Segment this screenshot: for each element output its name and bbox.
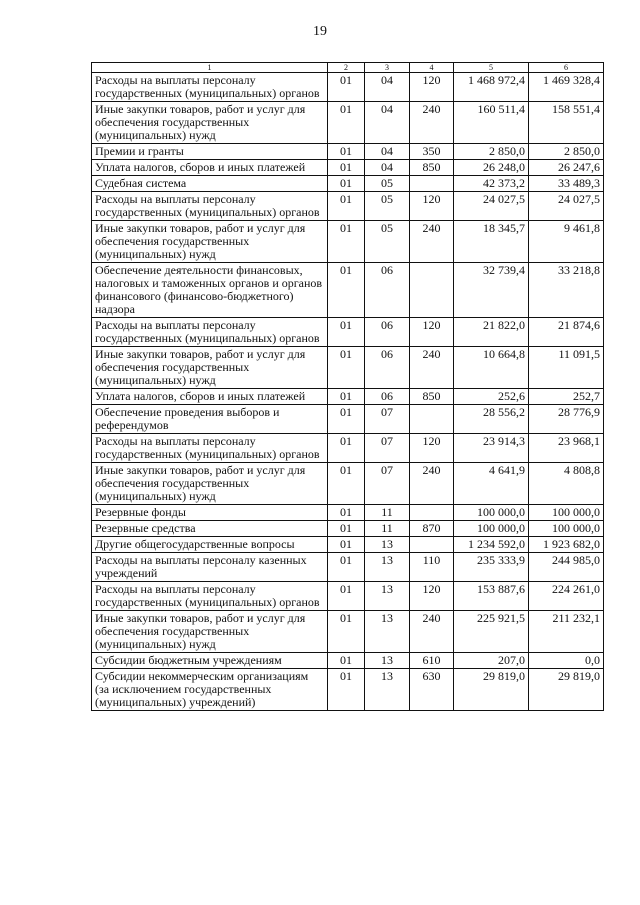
expense-type-code-cell (410, 537, 454, 553)
amount-year1-cell: 1 468 972,4 (454, 73, 529, 102)
amount-year1-cell: 10 664,8 (454, 347, 529, 389)
expense-name-cell: Иные закупки товаров, работ и услуг для обеспечения государственных (муниципальных) нужд (92, 463, 328, 505)
table-row (92, 582, 604, 611)
section-code-cell: 01 (328, 102, 365, 144)
amount-year1-cell: 2 850,0 (454, 144, 529, 160)
expense-type-code-cell: 240 (410, 221, 454, 263)
expense-type-code-cell: 850 (410, 389, 454, 405)
expense-name-cell: Расходы на выплаты персоналу государственных (муниципальных) органов (92, 318, 328, 347)
subsection-code-cell: 13 (365, 669, 410, 711)
subsection-code-cell: 05 (365, 221, 410, 263)
table-row (92, 347, 604, 389)
table-row (92, 505, 604, 521)
table-row (92, 653, 604, 669)
amount-year1-cell: 28 556,2 (454, 405, 529, 434)
amount-year2-cell: 224 261,0 (529, 582, 604, 611)
amount-year1-cell: 235 333,9 (454, 553, 529, 582)
amount-year1-cell: 26 248,0 (454, 160, 529, 176)
amount-year1-cell: 100 000,0 (454, 521, 529, 537)
section-code-cell: 01 (328, 192, 365, 221)
amount-year1-cell: 32 739,4 (454, 263, 529, 318)
expense-name-cell: Судебная система (92, 176, 328, 192)
column-number-header: 2 (328, 63, 365, 73)
amount-year1-cell: 42 373,2 (454, 176, 529, 192)
amount-year2-cell: 26 247,6 (529, 160, 604, 176)
amount-year1-cell: 225 921,5 (454, 611, 529, 653)
amount-year1-cell: 29 819,0 (454, 669, 529, 711)
table-row (92, 434, 604, 463)
amount-year2-cell: 28 776,9 (529, 405, 604, 434)
section-code-cell: 01 (328, 582, 365, 611)
expense-type-code-cell (410, 405, 454, 434)
subsection-code-cell: 06 (365, 318, 410, 347)
column-number-header: 5 (454, 63, 529, 73)
subsection-code-cell: 13 (365, 653, 410, 669)
expense-type-code-cell (410, 505, 454, 521)
section-code-cell: 01 (328, 318, 365, 347)
expense-name-cell: Расходы на выплаты персоналу государственных (муниципальных) органов (92, 582, 328, 611)
amount-year2-cell: 24 027,5 (529, 192, 604, 221)
expense-type-code-cell: 240 (410, 611, 454, 653)
table-row (92, 389, 604, 405)
amount-year1-cell: 21 822,0 (454, 318, 529, 347)
amount-year2-cell: 1 923 682,0 (529, 537, 604, 553)
section-code-cell: 01 (328, 505, 365, 521)
amount-year1-cell: 100 000,0 (454, 505, 529, 521)
table-row (92, 669, 604, 711)
subsection-code-cell: 04 (365, 160, 410, 176)
amount-year2-cell: 100 000,0 (529, 521, 604, 537)
subsection-code-cell: 07 (365, 434, 410, 463)
expense-name-cell: Резервные фонды (92, 505, 328, 521)
amount-year1-cell: 153 887,6 (454, 582, 529, 611)
subsection-code-cell: 07 (365, 463, 410, 505)
section-code-cell: 01 (328, 521, 365, 537)
column-number-header: 6 (529, 63, 604, 73)
section-code-cell: 01 (328, 463, 365, 505)
expense-type-code-cell (410, 176, 454, 192)
table-row (92, 611, 604, 653)
amount-year1-cell: 252,6 (454, 389, 529, 405)
amount-year1-cell: 4 641,9 (454, 463, 529, 505)
section-code-cell: 01 (328, 405, 365, 434)
column-number-header: 3 (365, 63, 410, 73)
section-code-cell: 01 (328, 669, 365, 711)
subsection-code-cell: 13 (365, 611, 410, 653)
expense-name-cell: Иные закупки товаров, работ и услуг для обеспечения государственных (муниципальных) нужд (92, 347, 328, 389)
expense-name-cell: Расходы на выплаты персоналу государственных (муниципальных) органов (92, 73, 328, 102)
expense-name-cell: Субсидии некоммерческим организациям (за исключением государственных (муниципальных) учреждений) (92, 669, 328, 711)
table-row (92, 318, 604, 347)
subsection-code-cell: 06 (365, 263, 410, 318)
expense-type-code-cell: 350 (410, 144, 454, 160)
expense-name-cell: Резервные средства (92, 521, 328, 537)
expense-name-cell: Расходы на выплаты персоналу государственных (муниципальных) органов (92, 192, 328, 221)
expense-name-cell: Субсидии бюджетным учреждениям (92, 653, 328, 669)
amount-year2-cell: 158 551,4 (529, 102, 604, 144)
section-code-cell: 01 (328, 611, 365, 653)
table-row (92, 405, 604, 434)
page-number: 19 (313, 24, 327, 39)
table-row (92, 102, 604, 144)
amount-year1-cell: 18 345,7 (454, 221, 529, 263)
amount-year2-cell: 11 091,5 (529, 347, 604, 389)
expense-name-cell: Премии и гранты (92, 144, 328, 160)
expense-type-code-cell: 120 (410, 434, 454, 463)
subsection-code-cell: 07 (365, 405, 410, 434)
expense-name-cell: Другие общегосударственные вопросы (92, 537, 328, 553)
amount-year2-cell: 2 850,0 (529, 144, 604, 160)
section-code-cell: 01 (328, 221, 365, 263)
amount-year2-cell: 1 469 328,4 (529, 73, 604, 102)
section-code-cell: 01 (328, 73, 365, 102)
column-number-row (92, 63, 604, 73)
section-code-cell: 01 (328, 160, 365, 176)
table-row (92, 192, 604, 221)
subsection-code-cell: 11 (365, 505, 410, 521)
budget-table (91, 62, 604, 711)
section-code-cell: 01 (328, 263, 365, 318)
amount-year2-cell: 100 000,0 (529, 505, 604, 521)
subsection-code-cell: 06 (365, 347, 410, 389)
table-row (92, 160, 604, 176)
amount-year2-cell: 4 808,8 (529, 463, 604, 505)
amount-year2-cell: 244 985,0 (529, 553, 604, 582)
subsection-code-cell: 13 (365, 553, 410, 582)
expense-type-code-cell: 870 (410, 521, 454, 537)
table-row (92, 463, 604, 505)
expense-type-code-cell (410, 263, 454, 318)
amount-year1-cell: 24 027,5 (454, 192, 529, 221)
column-number-header: 4 (410, 63, 454, 73)
section-code-cell: 01 (328, 347, 365, 389)
expense-name-cell: Обеспечение деятельности финансовых, налоговых и таможенных органов и органов финансового (финансово-бюджетного) надзора (92, 263, 328, 318)
amount-year1-cell: 23 914,3 (454, 434, 529, 463)
amount-year2-cell: 29 819,0 (529, 669, 604, 711)
expense-name-cell: Расходы на выплаты персоналу государственных (муниципальных) органов (92, 434, 328, 463)
expense-name-cell: Расходы на выплаты персоналу казенных учреждений (92, 553, 328, 582)
amount-year2-cell: 9 461,8 (529, 221, 604, 263)
expense-type-code-cell: 240 (410, 463, 454, 505)
table-row (92, 176, 604, 192)
expense-name-cell: Иные закупки товаров, работ и услуг для обеспечения государственных (муниципальных) нужд (92, 221, 328, 263)
subsection-code-cell: 13 (365, 537, 410, 553)
subsection-code-cell: 11 (365, 521, 410, 537)
table-row (92, 144, 604, 160)
section-code-cell: 01 (328, 553, 365, 582)
expense-type-code-cell: 240 (410, 102, 454, 144)
table-body (92, 73, 604, 711)
amount-year2-cell: 252,7 (529, 389, 604, 405)
column-number-header: 1 (92, 63, 328, 73)
section-code-cell: 01 (328, 537, 365, 553)
subsection-code-cell: 05 (365, 192, 410, 221)
table-row (92, 73, 604, 102)
subsection-code-cell: 05 (365, 176, 410, 192)
expense-name-cell: Иные закупки товаров, работ и услуг для обеспечения государственных (муниципальных) нужд (92, 102, 328, 144)
section-code-cell: 01 (328, 176, 365, 192)
subsection-code-cell: 06 (365, 389, 410, 405)
amount-year2-cell: 0,0 (529, 653, 604, 669)
expense-name-cell: Обеспечение проведения выборов и референдумов (92, 405, 328, 434)
expense-type-code-cell: 850 (410, 160, 454, 176)
subsection-code-cell: 04 (365, 144, 410, 160)
amount-year2-cell: 21 874,6 (529, 318, 604, 347)
subsection-code-cell: 04 (365, 73, 410, 102)
expense-name-cell: Уплата налогов, сборов и иных платежей (92, 389, 328, 405)
amount-year1-cell: 207,0 (454, 653, 529, 669)
expense-type-code-cell: 120 (410, 192, 454, 221)
expense-type-code-cell: 110 (410, 553, 454, 582)
expense-type-code-cell: 120 (410, 318, 454, 347)
section-code-cell: 01 (328, 434, 365, 463)
amount-year2-cell: 23 968,1 (529, 434, 604, 463)
amount-year2-cell: 33 218,8 (529, 263, 604, 318)
expense-name-cell: Иные закупки товаров, работ и услуг для обеспечения государственных (муниципальных) нужд (92, 611, 328, 653)
table-row (92, 553, 604, 582)
amount-year1-cell: 1 234 592,0 (454, 537, 529, 553)
section-code-cell: 01 (328, 144, 365, 160)
table-row (92, 537, 604, 553)
expense-type-code-cell: 610 (410, 653, 454, 669)
expense-name-cell: Уплата налогов, сборов и иных платежей (92, 160, 328, 176)
amount-year1-cell: 160 511,4 (454, 102, 529, 144)
table-row (92, 521, 604, 537)
section-code-cell: 01 (328, 653, 365, 669)
expense-type-code-cell: 120 (410, 73, 454, 102)
table-row (92, 221, 604, 263)
amount-year2-cell: 211 232,1 (529, 611, 604, 653)
subsection-code-cell: 04 (365, 102, 410, 144)
section-code-cell: 01 (328, 389, 365, 405)
amount-year2-cell: 33 489,3 (529, 176, 604, 192)
expense-type-code-cell: 120 (410, 582, 454, 611)
expense-type-code-cell: 240 (410, 347, 454, 389)
subsection-code-cell: 13 (365, 582, 410, 611)
expense-type-code-cell: 630 (410, 669, 454, 711)
table-row (92, 263, 604, 318)
